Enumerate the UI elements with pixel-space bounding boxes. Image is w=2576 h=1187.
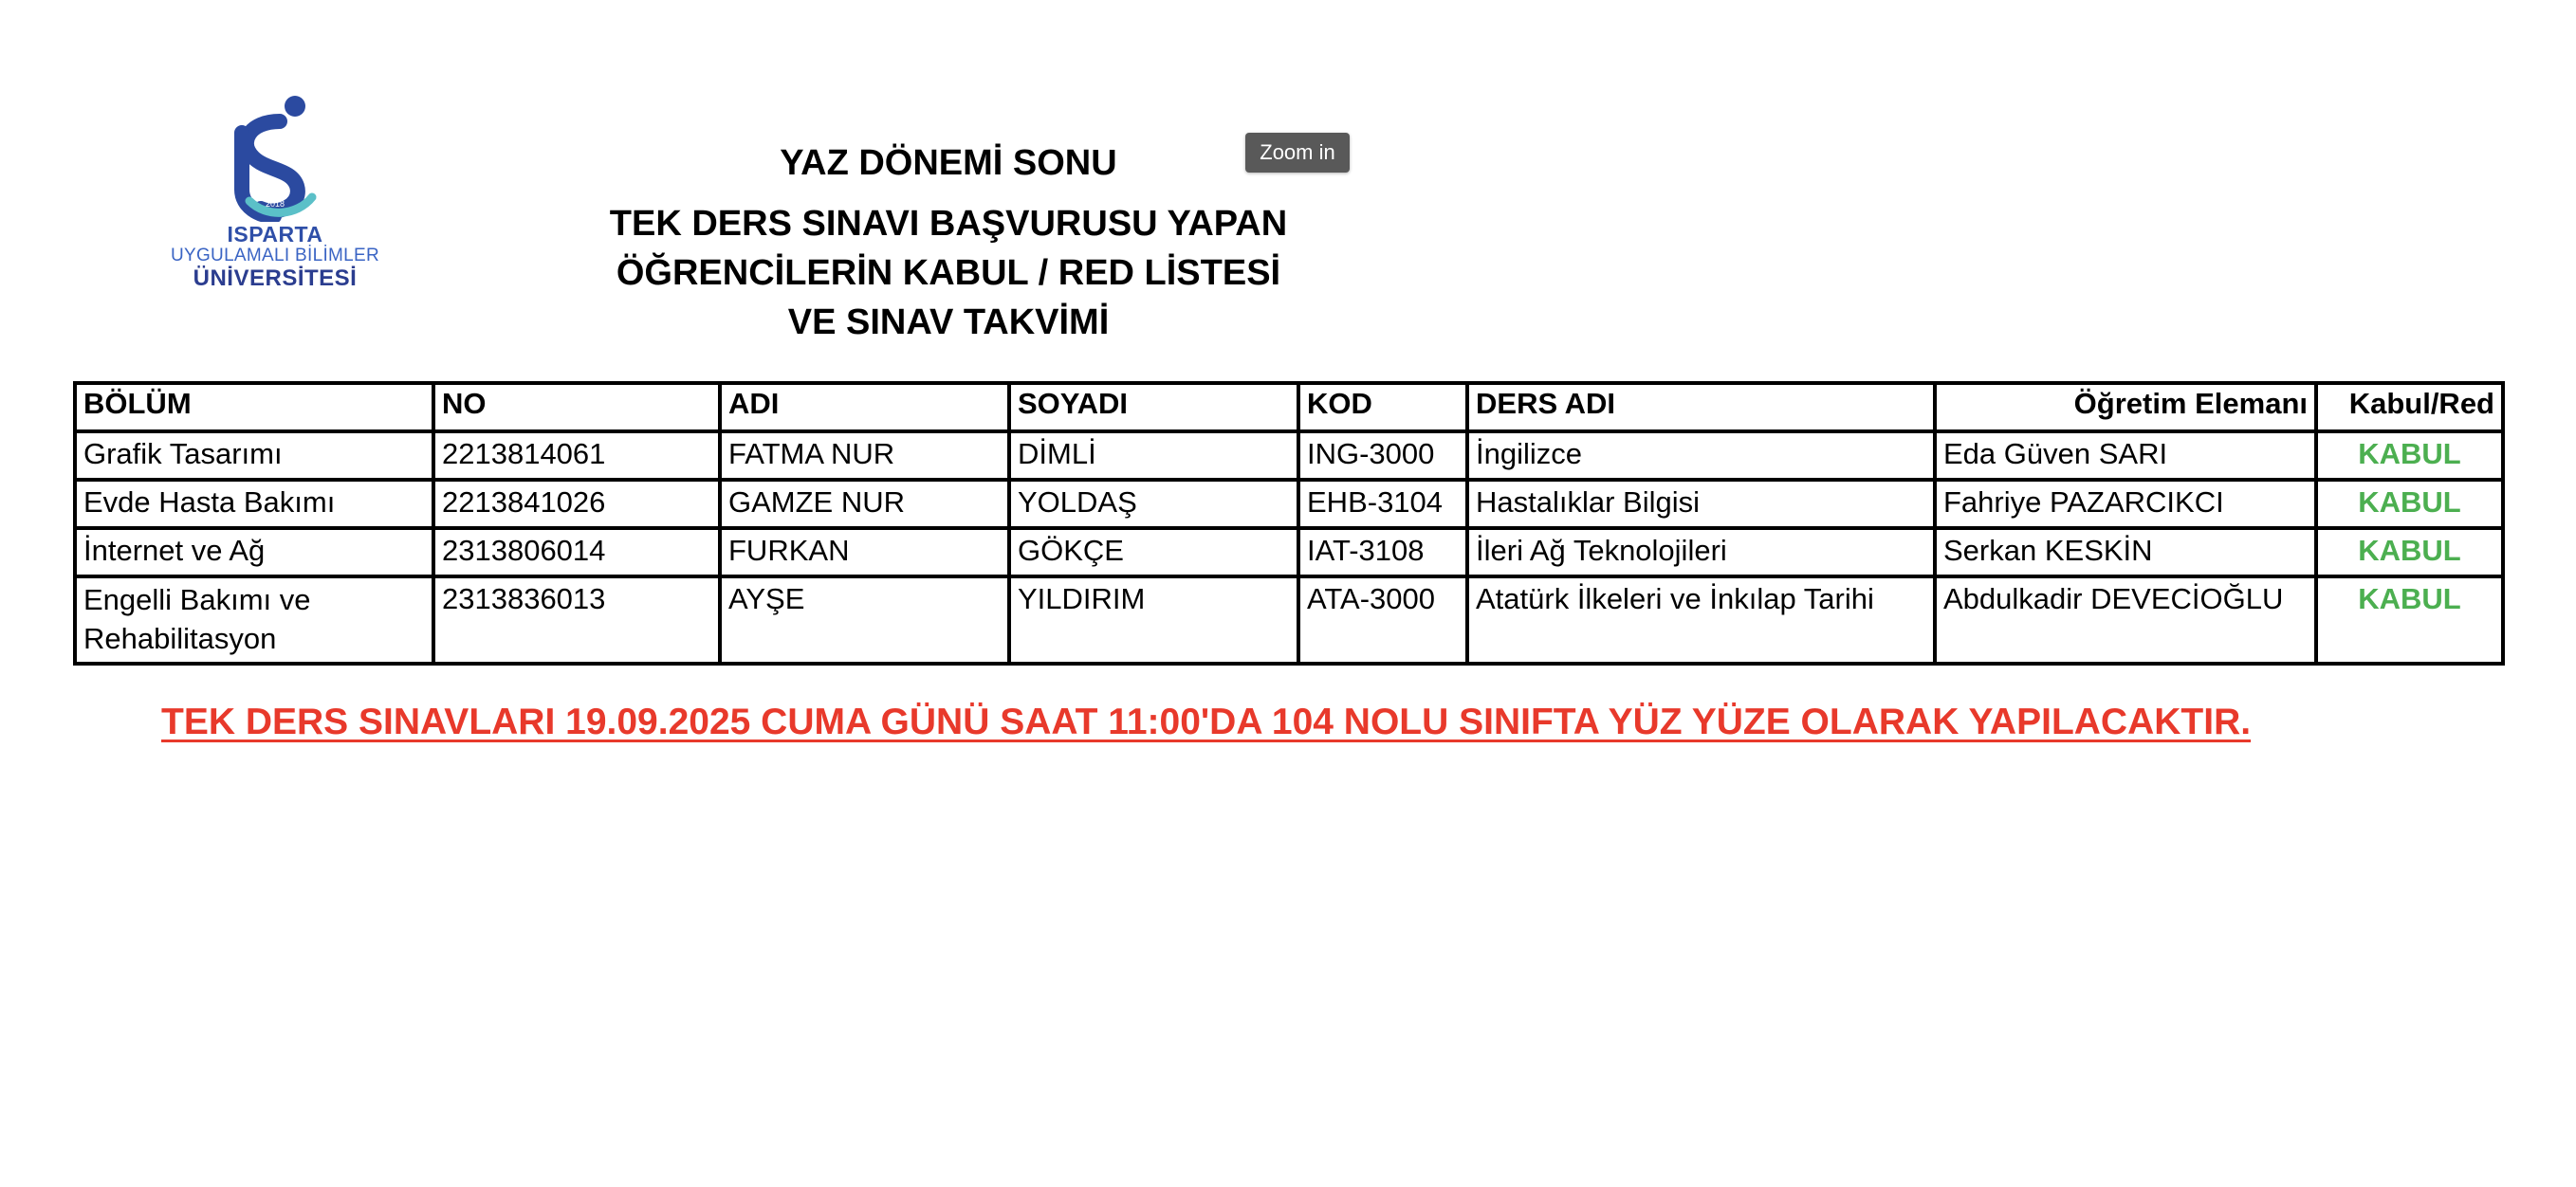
col-header-kod: KOD [1298, 383, 1467, 431]
cell-status: KABUL [2316, 576, 2503, 664]
cell-no: 2213841026 [433, 480, 720, 528]
col-header-kabul-red: Kabul/Red [2316, 383, 2503, 431]
col-header-no: NO [433, 383, 720, 431]
university-logo [161, 95, 389, 294]
cell-kod: IAT-3108 [1298, 528, 1467, 576]
col-header-ders-adi: DERS ADI [1467, 383, 1935, 431]
results-table [73, 381, 2505, 666]
cell-ders-adi: Hastalıklar Bilgisi [1467, 480, 1935, 528]
cell-soyadi: DİMLİ [1009, 431, 1298, 480]
cell-ogretim-elemani: Serkan KESKİN [1935, 528, 2316, 576]
cell-status: KABUL [2316, 528, 2503, 576]
col-header-adi: ADI [720, 383, 1009, 431]
cell-soyadi: YOLDAŞ [1009, 480, 1298, 528]
document-title-block [531, 140, 1366, 347]
page-title: YAZ DÖNEMİ SONU [780, 143, 1117, 183]
cell-adi: AYŞE [720, 576, 1009, 664]
cell-bolum: Grafik Tasarımı [75, 431, 433, 480]
table-row [75, 480, 2503, 528]
cell-no: 2213814061 [433, 431, 720, 480]
cell-ders-adi: İngilizce [1467, 431, 1935, 480]
cell-ogretim-elemani: Eda Güven SARI [1935, 431, 2316, 480]
cell-adi: FURKAN [720, 528, 1009, 576]
cell-ogretim-elemani: Fahriye PAZARCIKCI [1935, 480, 2316, 528]
col-header-bolum: BÖLÜM [75, 383, 433, 431]
cell-soyadi: GÖKÇE [1009, 528, 1298, 576]
cell-kod: EHB-3104 [1298, 480, 1467, 528]
col-header-soyadi: SOYADI [1009, 383, 1298, 431]
cell-ders-adi: İleri Ağ Teknolojileri [1467, 528, 1935, 576]
subtitle-line-3: VE SINAV TAKVİMİ [787, 302, 1110, 342]
logo-name-line1: ISPARTA [227, 222, 323, 247]
logo-name-line3: ÜNİVERSİTESİ [193, 265, 358, 291]
cell-bolum: İnternet ve Ağ [75, 528, 433, 576]
subtitle-line-1: TEK DERS SINAVI BAŞVURUSU YAPAN [609, 204, 1288, 244]
cell-no: 2313806014 [433, 528, 720, 576]
table-row [75, 576, 2503, 664]
col-header-ogretim-elemani: Öğretim Elemanı [1935, 383, 2316, 431]
cell-adi: FATMA NUR [720, 431, 1009, 480]
svg-text:2018: 2018 [265, 199, 285, 209]
table-header-row [75, 383, 2503, 431]
exam-notice: TEK DERS SINAVLARI 19.09.2025 CUMA GÜNÜ SAAT 11:00'DA 104 NOLU SINIFTA YÜZ YÜZE OLARAK YAPILACAKTIR. [161, 702, 2252, 742]
cell-ogretim-elemani: Abdulkadir DEVECİOĞLU [1935, 576, 2316, 664]
cell-bolum: Engelli Bakımı ve Rehabilitasyon [75, 576, 433, 664]
logo-emblem-icon [221, 95, 329, 222]
cell-adi: GAMZE NUR [720, 480, 1009, 528]
cell-status: KABUL [2316, 480, 2503, 528]
table-row [75, 528, 2503, 576]
cell-no: 2313836013 [433, 576, 720, 664]
table-row [75, 431, 2503, 480]
cell-soyadi: YILDIRIM [1009, 576, 1298, 664]
cell-bolum: Evde Hasta Bakımı [75, 480, 433, 528]
logo-name-line2: UYGULAMALI BİLİMLER [170, 246, 380, 265]
zoom-in-tooltip: Zoom in [1245, 133, 1350, 173]
cell-status: KABUL [2316, 431, 2503, 480]
subtitle-line-2: ÖĞRENCİLERİN KABUL / RED LİSTESİ [616, 253, 1281, 293]
cell-ders-adi: Atatürk İlkeleri ve İnkılap Tarihi [1467, 576, 1935, 664]
cell-kod: ATA-3000 [1298, 576, 1467, 664]
cell-kod: ING-3000 [1298, 431, 1467, 480]
